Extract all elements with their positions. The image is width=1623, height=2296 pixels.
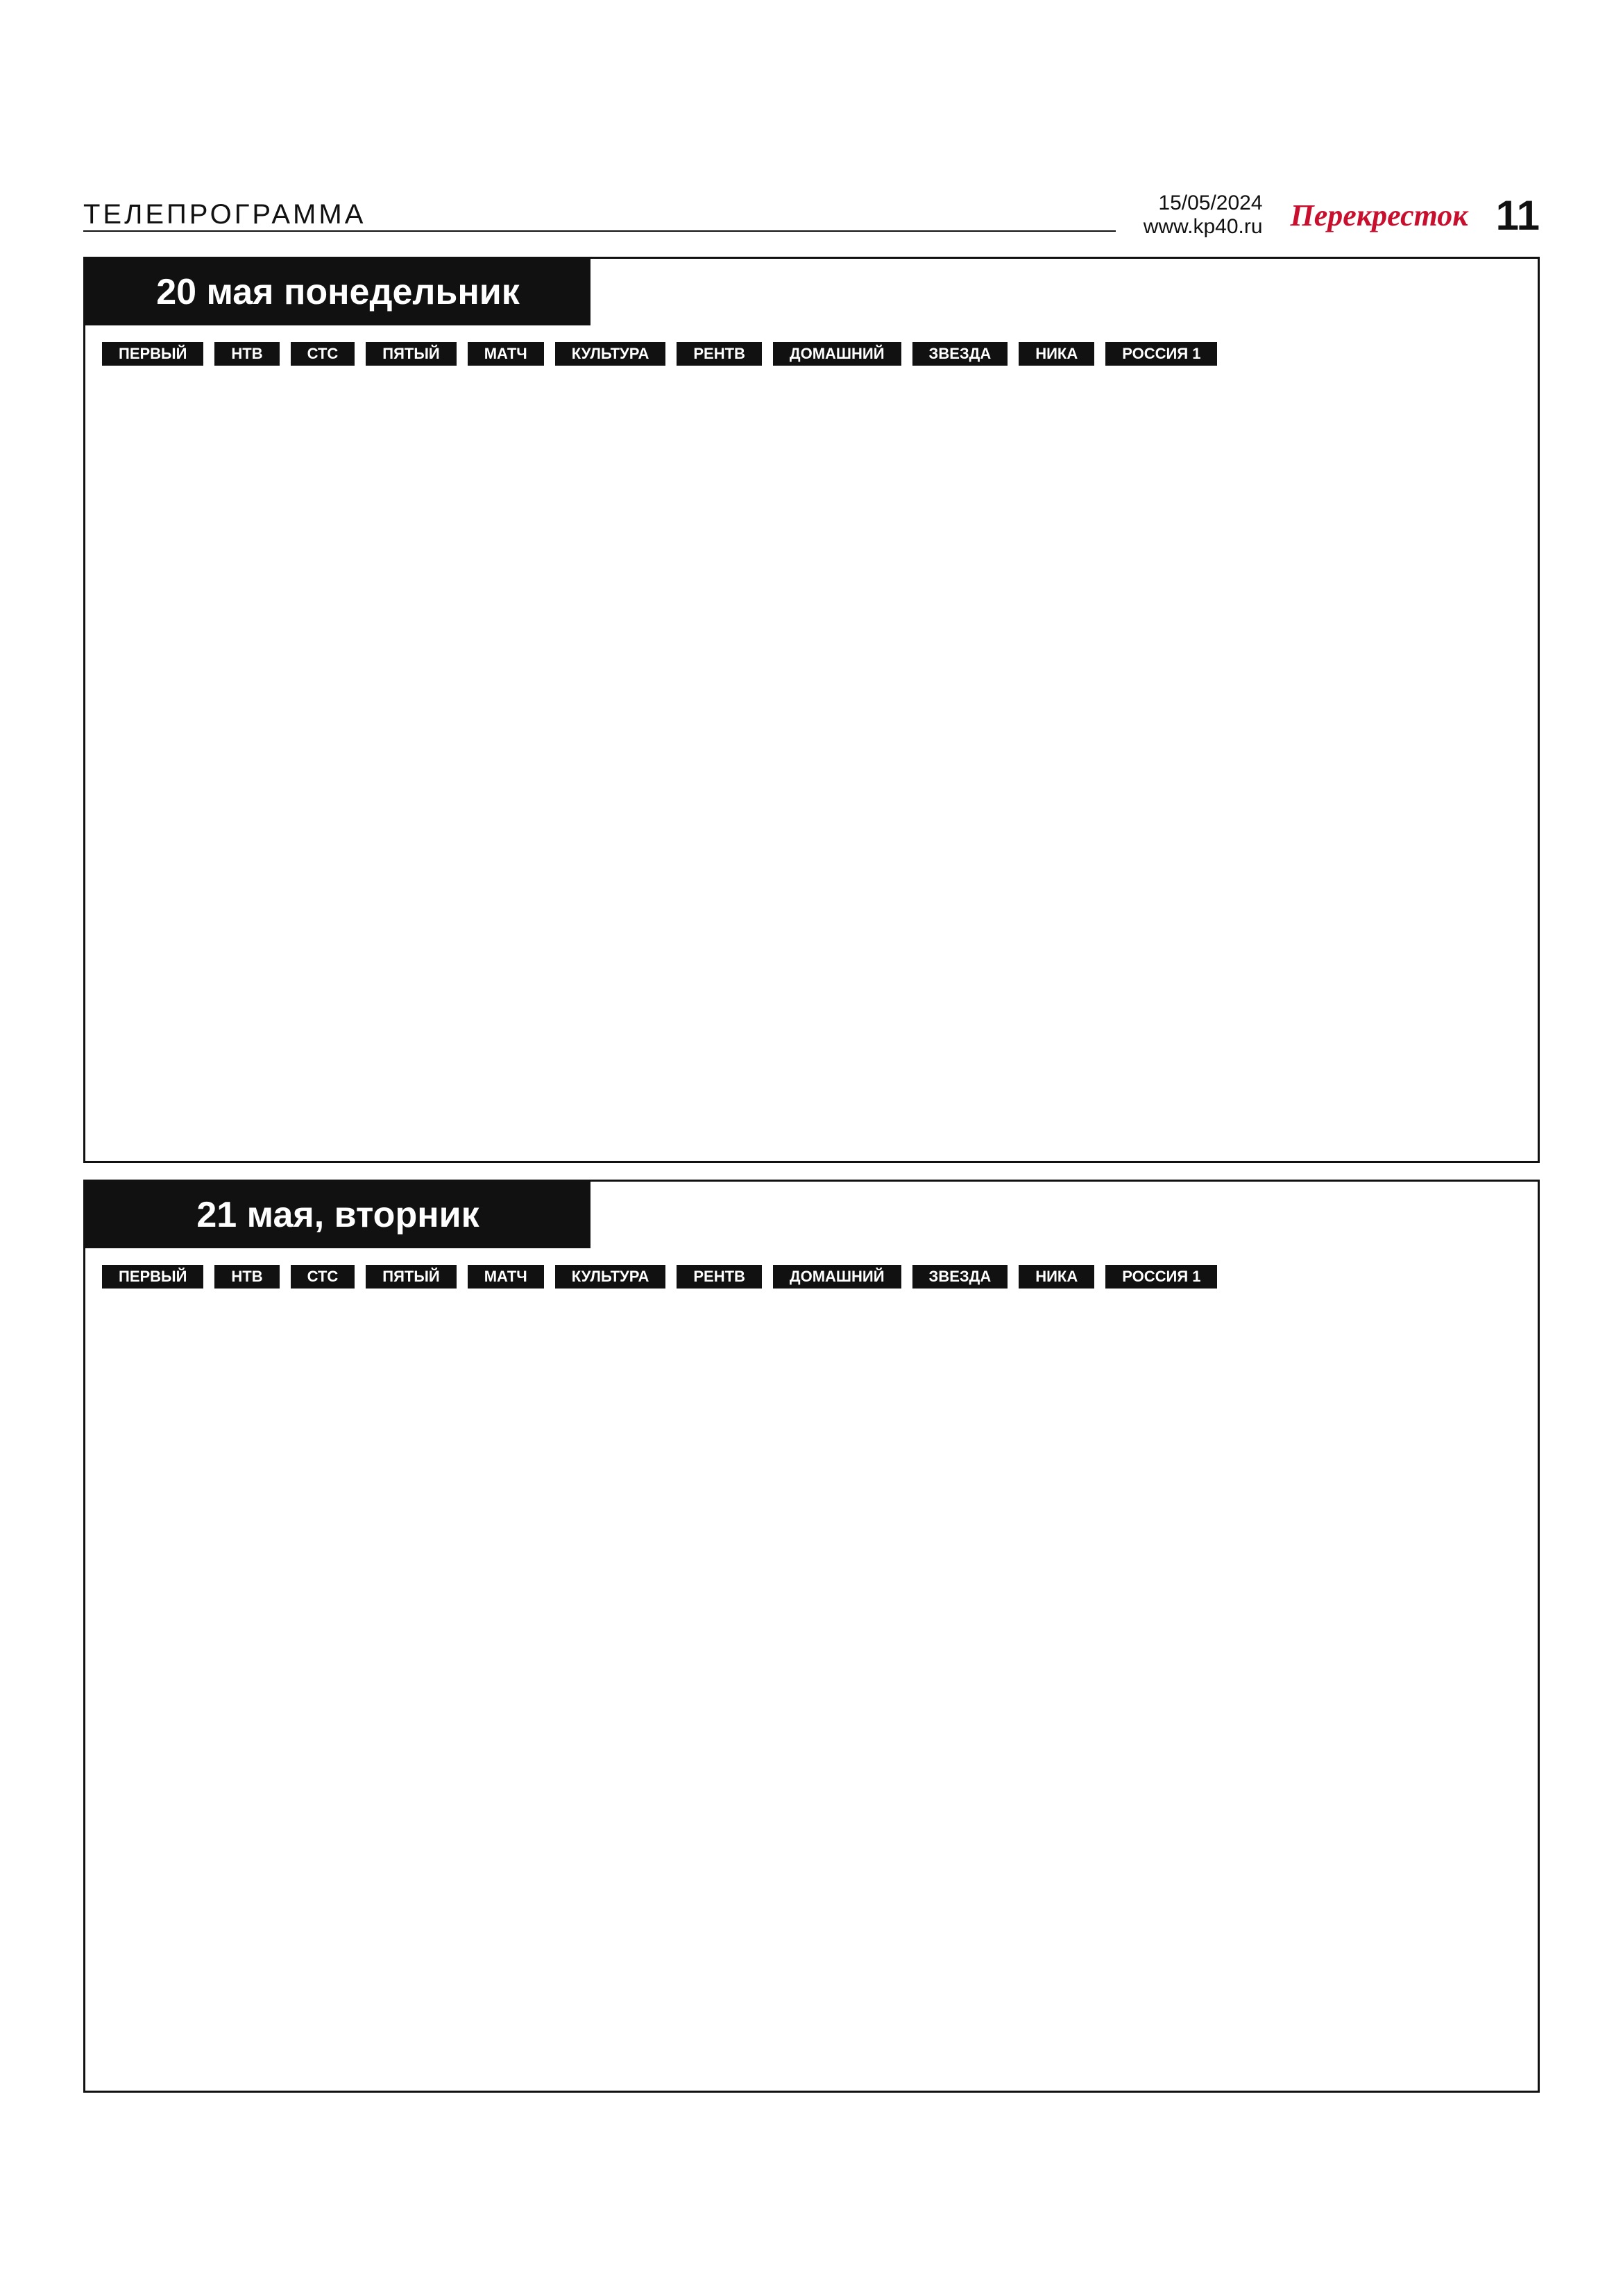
channel-list [85, 325, 1538, 382]
channel-heading: КУЛЬТУРА [555, 1265, 666, 1289]
issue-meta [1144, 192, 1263, 239]
channel-heading: КУЛЬТУРА [555, 342, 666, 366]
channel-heading: ЗВЕЗДА [912, 1265, 1008, 1289]
channel-heading: НТВ [214, 342, 279, 366]
channel-heading: ДОМАШНИЙ [773, 342, 901, 366]
site-url: www.kp40.ru [1143, 215, 1263, 238]
channel-heading: ЗВЕЗДА [912, 342, 1008, 366]
channel-heading: НИКА [1019, 1265, 1094, 1289]
channel-heading: ПЯТЫЙ [366, 1265, 456, 1289]
day-title: 20 мая понедельник [85, 259, 590, 325]
channel-heading: РОССИЯ 1 [1105, 342, 1217, 366]
day-title: 21 мая, вторник [85, 1182, 590, 1248]
channel-list [85, 1248, 1538, 1305]
brand-logo: Перекресток [1290, 198, 1468, 232]
channel-heading: РОССИЯ 1 [1105, 1265, 1217, 1289]
issue-date: 15/05/2024 [1158, 192, 1263, 214]
channel-heading: ПЯТЫЙ [366, 342, 456, 366]
channel-heading: РЕНТВ [677, 1265, 762, 1289]
day-block [83, 257, 1540, 1163]
day-block [83, 1180, 1540, 2093]
masthead [83, 187, 1540, 243]
channel-heading: РЕНТВ [677, 342, 762, 366]
channel-heading: ПЕРВЫЙ [102, 1265, 203, 1289]
channel-heading: ПЕРВЫЙ [102, 342, 203, 366]
channel-heading: ДОМАШНИЙ [773, 1265, 901, 1289]
channel-heading: НТВ [214, 1265, 279, 1289]
channel-heading: НИКА [1019, 342, 1094, 366]
channel-heading: МАТЧ [468, 342, 544, 366]
channel-heading: СТС [291, 1265, 355, 1289]
channel-heading: СТС [291, 342, 355, 366]
page-number: 11 [1495, 192, 1540, 239]
channel-heading: МАТЧ [468, 1265, 544, 1289]
section-title: ТЕЛЕПРОГРАММА [83, 199, 1116, 232]
